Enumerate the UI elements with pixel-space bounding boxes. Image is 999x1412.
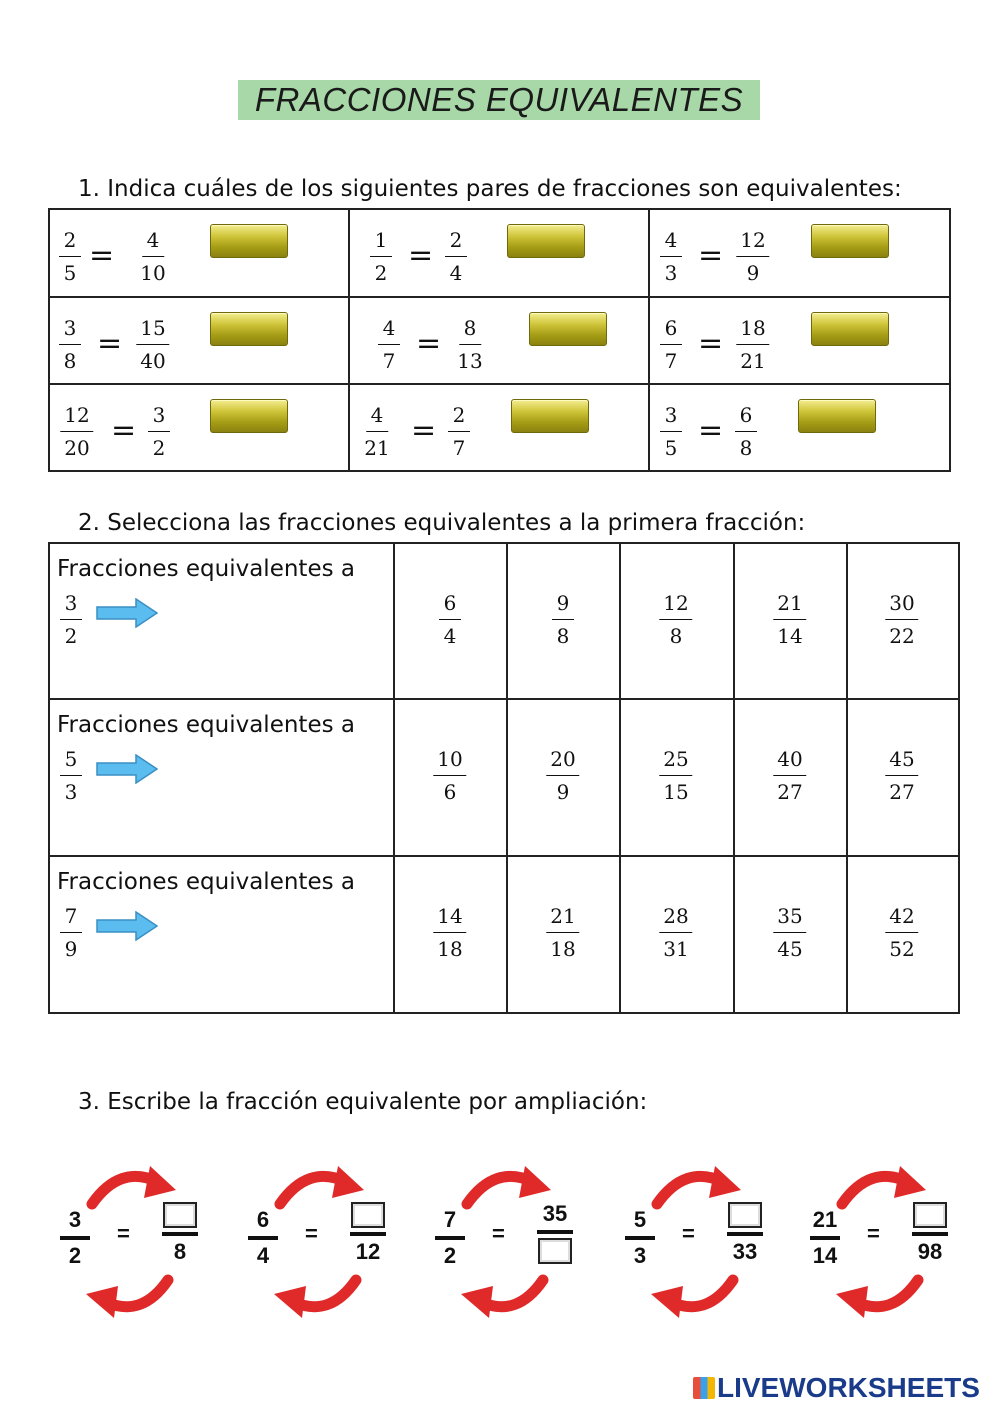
numerator: 7 [443,1207,457,1232]
denominator: 2 [152,436,166,460]
denominator: 2 [64,624,78,648]
numerator: 21 [812,1207,838,1232]
fraction-right [736,316,769,373]
numerator: 5 [60,747,82,776]
numerator: 8 [459,316,481,345]
fraction-bar [912,1232,948,1236]
table-border [48,855,960,857]
numerator: 10 [433,747,466,776]
equals-sign: = [698,238,724,273]
numerator: 28 [659,904,692,933]
row-label: Fracciones equivalentes a [57,869,355,895]
denominator: 3 [64,780,78,804]
denominator: 4 [443,624,457,648]
denominator: 10 [140,261,166,285]
answer-toggle-button[interactable] [811,224,889,258]
table-border [619,542,621,1014]
numerator: 1 [370,228,392,257]
q2-heading: 2. Selecciona las fracciones equivalentes a la primera fracción: [78,510,806,536]
numerator: 4 [378,316,400,345]
right-fraction [727,1202,763,1264]
left-fraction [625,1208,655,1268]
denominator: 33 [732,1239,758,1264]
numerator: 12 [736,228,769,257]
fraction-left [59,228,81,285]
left-fraction [435,1208,465,1268]
numerator: 2 [448,403,470,432]
numerator: 3 [59,316,81,345]
denominator: 9 [556,780,570,804]
numerator: 42 [885,904,918,933]
fraction-bar [60,1236,90,1240]
numerator: 7 [60,904,82,933]
fraction-bar [435,1236,465,1240]
fraction-right [136,316,169,373]
denominator: 3 [664,261,678,285]
table-border [48,383,951,385]
denominator: 5 [63,261,77,285]
fraction-bar [248,1236,278,1240]
arrow-right-icon [96,598,158,628]
denominator: 14 [812,1243,838,1268]
option-fraction[interactable] [885,747,918,804]
denominator: 31 [663,937,689,961]
table-border [846,542,848,1014]
liveworksheets-logo [693,1372,980,1404]
numerator: 4 [366,403,388,432]
equals-sign: = [492,1221,505,1246]
row-label: Fracciones equivalentes a [57,712,355,738]
answer-toggle-button[interactable] [210,224,288,258]
right-fraction [162,1202,198,1264]
numerator: 45 [885,747,918,776]
table-border [648,208,650,472]
base-fraction [60,904,82,961]
table-border [48,208,951,210]
denominator: 4 [256,1243,270,1268]
denominator: 52 [889,937,915,961]
denominator: 14 [777,624,803,648]
numerator: 3 [68,1207,82,1232]
denominator: 2 [68,1243,82,1268]
fraction-right [736,228,769,285]
option-fraction[interactable] [433,904,466,961]
arrow-right-icon [96,754,158,784]
fraction-bar [625,1236,655,1240]
denominator: 7 [382,349,396,373]
numerator: 6 [256,1207,270,1232]
fraction-left [660,228,682,285]
left-fraction [60,1208,90,1268]
denominator: 5 [664,436,678,460]
denominator: 2 [374,261,388,285]
base-fraction [60,747,82,804]
denominator: 12 [355,1239,381,1264]
answer-input-box[interactable] [351,1202,385,1228]
equals-sign: = [305,1221,318,1246]
option-fraction[interactable] [773,591,806,648]
numerator: 2 [445,228,467,257]
numerator: 30 [885,591,918,620]
row-label: Fracciones equivalentes a [57,556,355,582]
fraction-left [59,316,81,373]
denominator: 8 [739,436,753,460]
fraction-bar [162,1232,198,1236]
equals-sign: = [408,238,434,273]
left-fraction [810,1208,840,1268]
page-title: FRACCIONES EQUIVALENTES [238,80,760,120]
numerator: 3 [660,403,682,432]
fraction-left [360,403,393,460]
table-border [48,470,951,472]
table-border [48,542,50,1014]
equals-sign: = [698,326,724,361]
table-border [506,542,508,1014]
arrow-right-icon [96,911,158,941]
q1-heading: 1. Indica cuáles de los siguientes pares de fracciones son equivalentes: [78,176,902,202]
denominator: 8 [669,624,683,648]
answer-toggle-button[interactable] [811,312,889,346]
denominator: 27 [889,780,915,804]
numerator: 35 [542,1201,568,1226]
equals-sign: = [111,413,137,448]
option-fraction[interactable] [433,747,466,804]
option-fraction[interactable] [546,904,579,961]
numerator: 18 [736,316,769,345]
option-fraction[interactable] [773,904,806,961]
numerator: 12 [60,403,93,432]
denominator: 18 [437,937,463,961]
numerator: 40 [773,747,806,776]
fraction-left [370,228,392,285]
fraction-left [660,316,682,373]
numerator: 35 [773,904,806,933]
base-fraction [60,591,82,648]
answer-input-box[interactable] [913,1202,947,1228]
denominator: 3 [633,1243,647,1268]
denominator: 8 [556,624,570,648]
denominator: 8 [173,1239,187,1264]
numerator: 21 [546,904,579,933]
denominator: 22 [889,624,915,648]
option-fraction[interactable] [773,747,806,804]
equals-sign: = [682,1221,695,1246]
answer-toggle-button[interactable] [798,399,876,433]
option-fraction[interactable] [552,591,574,648]
answer-toggle-button[interactable] [210,399,288,433]
logo-text: LIVEWORKSHEETS [717,1372,980,1403]
option-fraction[interactable] [439,591,461,648]
answer-toggle-button[interactable] [529,312,607,346]
equals-sign: = [97,326,123,361]
option-fraction[interactable] [659,904,692,961]
equals-sign: = [89,238,115,273]
numerator: 4 [660,228,682,257]
fraction-left [60,403,93,460]
numerator: 14 [433,904,466,933]
right-fraction [537,1202,573,1264]
denominator: 40 [140,349,166,373]
table-border [48,698,960,700]
denominator: 20 [64,436,90,460]
equals-sign: = [117,1221,130,1246]
denominator: 21 [740,349,766,373]
denominator: 7 [452,436,466,460]
table-border [48,542,960,544]
fraction-bar [727,1232,763,1236]
numerator: 15 [136,316,169,345]
denominator: 6 [443,780,457,804]
table-border [48,208,50,472]
denominator: 7 [664,349,678,373]
table-border [48,1012,960,1014]
answer-input-box[interactable] [163,1202,197,1228]
table-border [958,542,960,1014]
fraction-right [148,403,170,460]
denominator: 4 [449,261,463,285]
numerator: 21 [773,591,806,620]
denominator: 21 [364,436,390,460]
denominator: 9 [64,937,78,961]
denominator: 2 [443,1243,457,1268]
fraction-bar [350,1232,386,1236]
fraction-left [378,316,400,373]
table-border [949,208,951,472]
numerator: 9 [552,591,574,620]
fraction-bar [810,1236,840,1240]
fraction-right [735,403,757,460]
denominator: 15 [663,780,689,804]
answer-toggle-button[interactable] [511,399,589,433]
numerator: 6 [660,316,682,345]
option-fraction[interactable] [546,747,579,804]
option-fraction[interactable] [659,747,692,804]
denominator: 27 [777,780,803,804]
denominator: 18 [550,937,576,961]
fraction-left [660,403,682,460]
fraction-right [445,228,467,285]
numerator: 3 [148,403,170,432]
numerator: 6 [735,403,757,432]
answer-toggle-button[interactable] [507,224,585,258]
option-fraction[interactable] [659,591,692,648]
fraction-bar [537,1230,573,1234]
numerator: 20 [546,747,579,776]
denominator: 13 [457,349,483,373]
denominator: 8 [63,349,77,373]
numerator: 5 [633,1207,647,1232]
fraction-right [448,403,470,460]
denominator: 9 [746,261,760,285]
equals-sign: = [411,413,437,448]
table-border [393,542,395,1014]
equals-sign: = [698,413,724,448]
option-fraction[interactable] [885,591,918,648]
answer-toggle-button[interactable] [210,312,288,346]
denominator: 98 [917,1239,943,1264]
numerator: 12 [659,591,692,620]
fraction-right [453,316,486,373]
numerator: 4 [142,228,164,257]
numerator: 2 [59,228,81,257]
option-fraction[interactable] [885,904,918,961]
denominator: 45 [777,937,803,961]
left-fraction [248,1208,278,1268]
numerator: 6 [439,591,461,620]
numerator: 25 [659,747,692,776]
table-border [48,296,951,298]
fraction-right [136,228,169,285]
equals-sign: = [867,1221,880,1246]
numerator: 3 [60,591,82,620]
right-fraction [912,1202,948,1264]
table-border [348,208,350,472]
q3-heading: 3. Escribe la fracción equivalente por ampliación: [78,1089,648,1115]
equals-sign: = [416,326,442,361]
table-border [733,542,735,1014]
answer-input-box[interactable] [728,1202,762,1228]
right-fraction [350,1202,386,1264]
answer-input-box[interactable] [538,1238,572,1264]
logo-icon [693,1377,715,1399]
